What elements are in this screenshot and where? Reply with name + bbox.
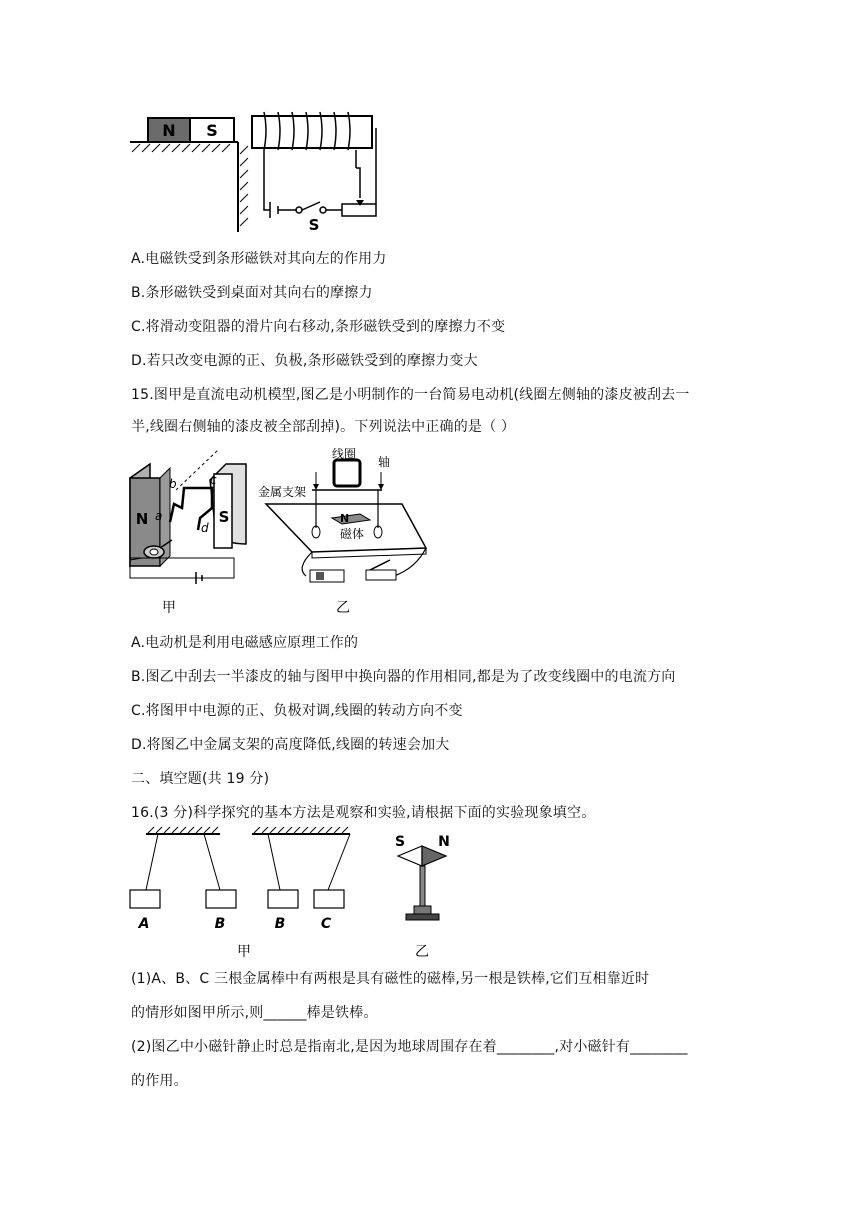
needle-n-label: N bbox=[438, 834, 450, 850]
section-2-title: 二、填空题(共 19 分) bbox=[131, 771, 270, 787]
q14-option-b: B.条形磁铁受到桌面对其向右的摩擦力 bbox=[131, 285, 373, 301]
compass-needle-yi bbox=[395, 834, 450, 960]
jia-caption: 甲 bbox=[162, 600, 176, 616]
q16-part2-line1: (2)图乙中小磁针静止时总是指南北,是因为地球周围存在着________,对小磁针有________ bbox=[131, 1039, 688, 1055]
figure-q16 bbox=[128, 826, 468, 962]
yi-magnet-n: N bbox=[340, 512, 350, 525]
q15-stem-line2: 半,线圈右侧轴的漆皮被全部刮掉)。下列说法中正确的是（ ） bbox=[131, 419, 516, 435]
label-a: a bbox=[155, 509, 163, 523]
q16-part2-line2: 的作用。 bbox=[131, 1073, 188, 1089]
magnet-n-label: N bbox=[162, 121, 176, 140]
coil-label: 线圈 bbox=[332, 448, 357, 461]
q15-option-d: D.将图乙中金属支架的高度降低,线圈的转速会加大 bbox=[131, 737, 450, 753]
q14-option-c: C.将滑动变阻器的滑片向右移动,条形磁铁受到的摩擦力不变 bbox=[131, 319, 506, 335]
rod-label-b2: B bbox=[274, 916, 286, 932]
figure-q14 bbox=[128, 108, 388, 232]
rod-label-c: C bbox=[320, 916, 332, 932]
q16-part1-line1: (1)A、B、C 三根金属棒中有两根是具有磁性的磁棒,另一根是铁棒,它们互相靠近时 bbox=[131, 971, 650, 987]
magnet-s-label: S bbox=[206, 121, 218, 140]
switch-label: S bbox=[308, 216, 320, 232]
q15-option-c: C.将图甲中电源的正、负极对调,线圈的转动方向不变 bbox=[131, 703, 463, 719]
simple-motor-yi bbox=[258, 448, 426, 616]
label-b: b bbox=[169, 477, 177, 491]
motor-model-jia bbox=[130, 450, 246, 616]
q16-yi-caption: 乙 bbox=[415, 944, 429, 960]
label-c: c bbox=[210, 473, 217, 487]
q14-option-a: A.电磁铁受到条形磁铁对其向左的作用力 bbox=[131, 251, 387, 267]
rods-pair-bc bbox=[252, 827, 350, 932]
rod-label-a: A bbox=[138, 916, 150, 932]
q14-option-d: D.若只改变电源的正、负极,条形磁铁受到的摩擦力变大 bbox=[131, 353, 478, 369]
magnet-label: 磁体 bbox=[340, 527, 365, 541]
bracket-label: 金属支架 bbox=[258, 485, 307, 499]
q15-stem-line1: 15.图甲是直流电动机模型,图乙是小明制作的一台简易电动机(线圈左侧轴的漆皮被刮去一 bbox=[131, 387, 690, 403]
yi-caption: 乙 bbox=[336, 600, 350, 616]
q15-option-b: B.图乙中刮去一半漆皮的轴与图甲中换向器的作用相同,都是为了改变线圈中的电流方向 bbox=[131, 669, 676, 685]
jia-magnet-s: S bbox=[218, 508, 230, 526]
rod-label-b1: B bbox=[214, 916, 226, 932]
label-d: d bbox=[201, 521, 209, 535]
electromagnet-core bbox=[252, 116, 372, 148]
axis-label: 轴 bbox=[378, 455, 391, 469]
rods-pair-ab bbox=[130, 827, 236, 932]
needle-s-label: S bbox=[394, 834, 406, 850]
q16-part1-line2: 的情形如图甲所示,则______棒是铁棒。 bbox=[131, 1005, 378, 1021]
q15-option-a: A.电动机是利用电磁感应原理工作的 bbox=[131, 635, 359, 651]
jia-magnet-n: N bbox=[135, 510, 149, 528]
q16-stem: 16.(3 分)科学探究的基本方法是观察和实验,请根据下面的实验现象填空。 bbox=[131, 805, 596, 821]
q16-jia-caption: 甲 bbox=[237, 944, 251, 960]
figure-q15 bbox=[126, 448, 436, 618]
